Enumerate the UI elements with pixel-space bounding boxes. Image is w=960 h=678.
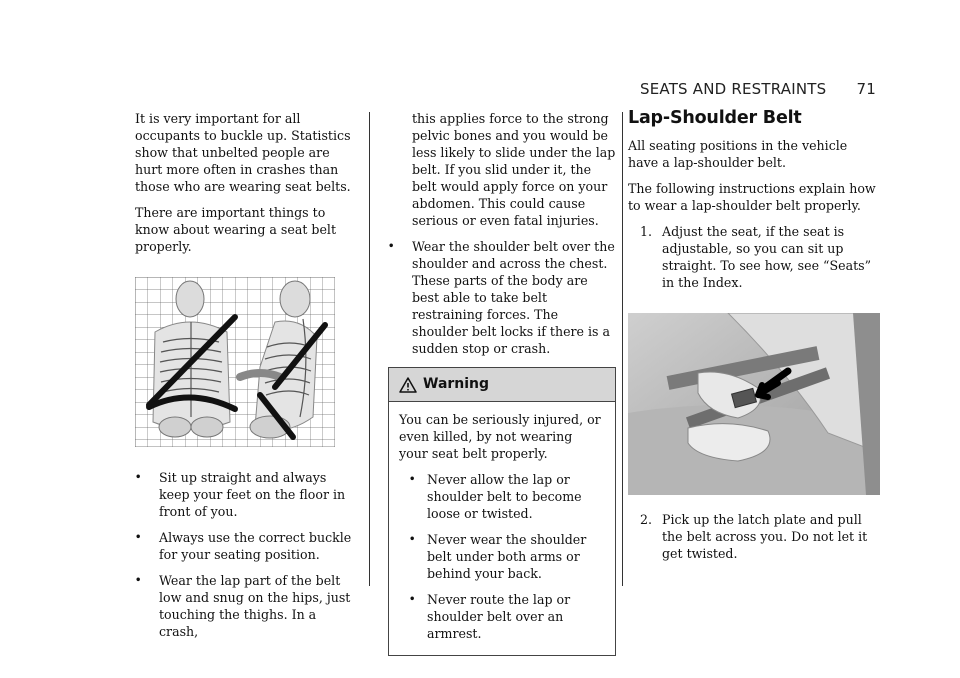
bullet-item: • Always use the correct buckle for your seating position.: [135, 530, 352, 562]
bullet-item: • Wear the shoulder belt over the shoulder and across the chest. These parts of the body are best able to take belt restraining forces. The shoulder belt locks if there is a sudden stop or crash.: [388, 239, 615, 356]
instructions-intro: The following instructions explain how to wear a lap-shoulder belt properly.: [628, 181, 876, 213]
column-divider-1: [369, 112, 370, 586]
latch-plate-illustration: [628, 313, 880, 495]
bullet-item: • Sit up straight and always keep your feet on the floor in front of you.: [135, 470, 346, 519]
warning-box: [388, 367, 616, 656]
continuation-paragraph: this applies force to the strong pelvic bones and you would be less likely to slide under the lap belt. If you slid under it, the belt would apply force on your abdomen. This could cause serious or even fatal injuries.: [412, 111, 616, 228]
column-divider-2: [622, 112, 623, 586]
page-header: [640, 80, 876, 98]
step-item: 1. Adjust the seat, if the seat is adjustable, so you can sit up straight. To see how, see “Seats” in the Index.: [640, 224, 872, 290]
warning-triangle-icon: [399, 377, 417, 393]
column-1: [135, 110, 357, 649]
bullet-item: • Wear the lap part of the belt low and snug on the hips, just touching the thighs. In a crash,: [135, 573, 351, 639]
intro-paragraph: It is very important for all occupants to buckle up. Statistics show that unbelted people are hurt more often in crashes than those who are wearing seat belts.: [135, 111, 351, 194]
column-3: [628, 110, 880, 571]
step-item: 2. Pick up the latch plate and pull the belt across you. Do not let it get twisted.: [640, 512, 868, 561]
warning-intro: You can be seriously injured, or even killed, by not wearing your seat belt properly.: [399, 412, 601, 461]
warning-header: [389, 368, 615, 402]
skeleton-seat-belt-illustration: [135, 277, 335, 447]
lap-shoulder-intro: All seating positions in the vehicle have a lap-shoulder belt.: [628, 138, 848, 170]
warning-item: • Never allow the lap or shoulder belt to become loose or twisted.: [409, 472, 582, 521]
section-heading: Lap-Shoulder Belt: [628, 108, 802, 128]
page-number: 71: [856, 80, 876, 98]
section-title: SEATS AND RESTRAINTS: [640, 80, 827, 98]
column-2: [388, 110, 616, 656]
warning-item: • Never route the lap or shoulder belt over an armrest.: [409, 592, 571, 641]
warning-body: [389, 402, 615, 655]
warning-item: • Never wear the shoulder belt under both arms or behind your back.: [409, 532, 587, 581]
warning-title: Warning: [423, 376, 490, 392]
things-to-know-paragraph: There are important things to know about wearing a seat belt properly.: [135, 205, 337, 254]
